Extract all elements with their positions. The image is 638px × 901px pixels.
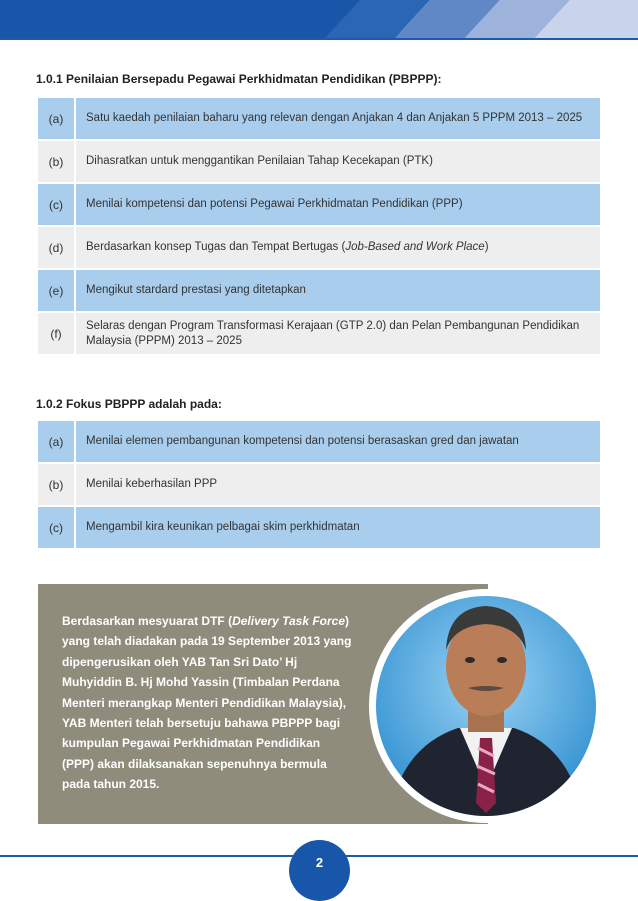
table-row [38, 464, 600, 505]
table-row [38, 270, 600, 311]
row-label: (b) [38, 464, 74, 505]
row-label: (e) [38, 270, 74, 311]
section-2-title: 1.0.2 Fokus PBPPP adalah pada: [36, 397, 222, 411]
announcement-text [62, 611, 352, 795]
row-label: (a) [38, 98, 74, 139]
table-row [38, 507, 600, 548]
row-label: (d) [38, 227, 74, 268]
row-label: (c) [38, 507, 74, 548]
minister-portrait [368, 588, 604, 824]
pbppp-definition-table [38, 98, 600, 356]
row-label: (c) [38, 184, 74, 225]
table-row [38, 313, 600, 354]
header-banner [0, 0, 638, 40]
page-number: 2 [289, 840, 350, 901]
announcement-text-part: Berdasarkan mesyuarat DTF ( [62, 614, 233, 628]
announcement-text-part: ) yang telah diadakan pada 19 September 2013 yang dipengerusikan oleh YAB Tan Sri Dato’ Hj Muhyiddin B. Hj Mohd Yassin (Timbalan Perdana Menteri merangkap Menteri Pendidikan Malaysia), YAB Menteri telah bersetuju bahawa PBPPP bagi kumpulan Pegawai Perkhidmatan Pendidikan (PPP) akan dilaksanakan sepenuhnya bermula pada tahun 2015. [62, 614, 352, 792]
table-row [38, 227, 600, 268]
table-row [38, 421, 600, 462]
row-text: Mengambil kira keunikan pelbagai skim perkhidmatan [76, 507, 600, 548]
announcement-text-italic: Delivery Task Force [232, 614, 346, 628]
row-label: (a) [38, 421, 74, 462]
row-text-italic: Job-Based and Work Place [345, 241, 485, 253]
row-label: (b) [38, 141, 74, 182]
section-1-title: 1.0.1 Penilaian Bersepadu Pegawai Perkhidmatan Pendidikan (PBPPP): [36, 72, 442, 86]
row-text [76, 227, 600, 268]
row-text-part: ) [484, 241, 489, 253]
pbppp-focus-table [38, 421, 600, 550]
header-rule [0, 38, 638, 40]
row-text: Dihasratkan untuk menggantikan Penilaian Tahap Kecekapan (PTK) [76, 141, 600, 182]
table-row [38, 98, 600, 139]
table-row [38, 184, 600, 225]
row-text: Menilai kompetensi dan potensi Pegawai Perkhidmatan Pendidikan (PPP) [76, 184, 600, 225]
row-text: Satu kaedah penilaian baharu yang relevan dengan Anjakan 4 dan Anjakan 5 PPPM 2013 – 2025 [76, 98, 600, 139]
row-text: Mengikut stardard prestasi yang ditetapkan [76, 270, 600, 311]
row-text-part: Berdasarkan konsep Tugas dan Tempat Bertugas ( [86, 241, 346, 253]
row-text: Menilai keberhasilan PPP [76, 464, 600, 505]
row-text: Selaras dengan Program Transformasi Kerajaan (GTP 2.0) dan Pelan Pembangunan Pendidikan Malaysia (PPPM) 2013 – 2025 [76, 313, 600, 354]
row-text: Menilai elemen pembangunan kompetensi dan potensi berasaskan gred dan jawatan [76, 421, 600, 462]
table-row [38, 141, 600, 182]
row-label: (f) [38, 313, 74, 354]
